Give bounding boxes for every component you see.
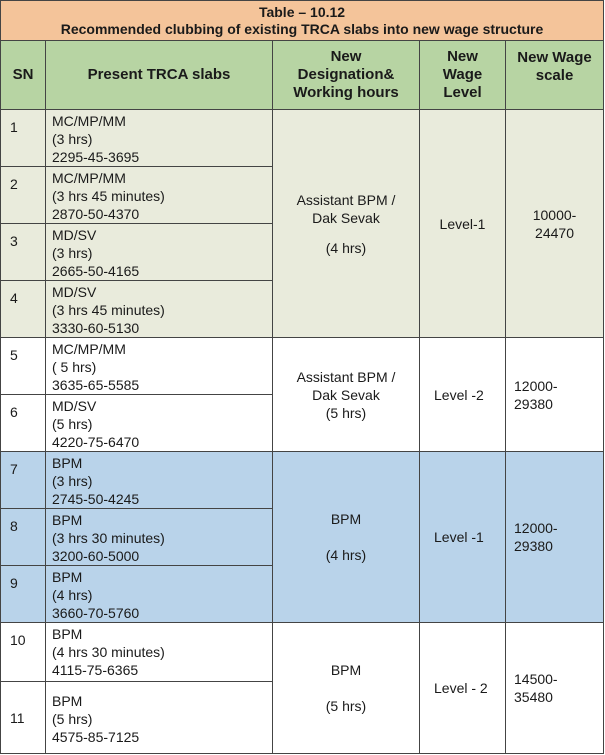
slab-line: MC/MP/MM [52, 170, 126, 186]
designation-line: BPM [330, 511, 362, 527]
row-slab [46, 395, 273, 452]
designation-line: Dak Sevak [312, 386, 380, 403]
scale-line: 29380 [514, 395, 553, 412]
row-slab [46, 110, 273, 167]
slab-line: (3 hrs) [52, 473, 93, 489]
row-sn: 7 [1, 452, 46, 509]
row-slab [46, 623, 273, 682]
designation-line: Dak Sevak [312, 209, 380, 226]
slab-line: MD/SV [52, 398, 97, 414]
header-level-line: Wage [442, 66, 483, 83]
scale-line: 14500- [514, 671, 558, 687]
slab-line: 4220-75-6470 [52, 434, 140, 450]
row-sn: 9 [1, 566, 46, 623]
group-level: Level -2 [420, 338, 506, 452]
header-row [1, 41, 604, 110]
slab-line: (3 hrs 45 minutes) [52, 302, 165, 318]
slab-line: (4 hrs 30 minutes) [52, 644, 165, 660]
table-row [1, 338, 604, 395]
slab-line: (5 hrs) [52, 710, 93, 727]
row-slab [46, 566, 273, 623]
slab-line: 4575-85-7125 [52, 728, 140, 745]
row-sn: 5 [1, 338, 46, 395]
designation-hours: (4 hrs) [325, 547, 367, 563]
slab-line: 3200-60-5000 [52, 548, 140, 564]
slab-line: 3330-60-5130 [52, 320, 140, 336]
slab-line: MC/MP/MM [52, 113, 126, 129]
scale-line: 35480 [514, 689, 553, 705]
slab-line: 2295-45-3695 [52, 149, 140, 165]
table-row [1, 110, 604, 167]
designation-hours: (4 hrs) [325, 239, 367, 256]
row-slab [46, 509, 273, 566]
group-designation [273, 110, 420, 338]
slab-line: BPM [52, 692, 83, 709]
row-slab [46, 167, 273, 224]
row-sn: 8 [1, 509, 46, 566]
header-level [420, 41, 506, 110]
group-level: Level - 2 [420, 623, 506, 754]
header-sn: SN [1, 41, 46, 110]
slab-line: MC/MP/MM [52, 341, 126, 357]
header-level-line: Level [443, 84, 482, 101]
slab-line: 2870-50-4370 [52, 206, 140, 222]
header-designation-line: Designation& [297, 66, 395, 83]
row-slab [46, 452, 273, 509]
designation-line: Assistant BPM / [296, 191, 396, 208]
group-designation [273, 338, 420, 452]
group-designation [273, 452, 420, 623]
table-title [1, 1, 604, 41]
row-sn: 1 [1, 110, 46, 167]
table-caption: Recommended clubbing of existing TRCA slabs into new wage structure [60, 21, 544, 37]
slab-line: BPM [52, 626, 83, 642]
scale-line: 29380 [514, 538, 553, 554]
header-level-line: New [447, 48, 478, 65]
row-slab [46, 224, 273, 281]
table-number: Table – 10.12 [258, 4, 346, 20]
row-sn: 11 [1, 682, 46, 754]
slab-line: (3 hrs 30 minutes) [52, 530, 165, 546]
table-row [1, 623, 604, 682]
header-designation-line: New [330, 48, 362, 65]
group-scale [506, 338, 604, 452]
slab-line: 2665-50-4165 [52, 263, 140, 279]
table-row [1, 452, 604, 509]
slab-line: BPM [52, 512, 83, 528]
designation-hours: (5 hrs) [325, 698, 367, 714]
row-sn: 3 [1, 224, 46, 281]
row-sn: 10 [1, 623, 46, 682]
header-scale-line: scale [535, 67, 574, 84]
scale-line: 10000- [532, 206, 577, 223]
row-sn: 6 [1, 395, 46, 452]
header-present-slabs: Present TRCA slabs [46, 41, 273, 110]
row-slab [46, 338, 273, 395]
group-level: Level -1 [420, 452, 506, 623]
header-scale-line: New Wage [517, 49, 592, 66]
row-sn: 2 [1, 167, 46, 224]
designation-hours: (5 hrs) [325, 404, 367, 421]
group-level: Level-1 [420, 110, 506, 338]
group-designation [273, 623, 420, 754]
slab-line: BPM [52, 455, 83, 471]
row-slab [46, 682, 273, 754]
slab-line: 3660-70-5760 [52, 605, 140, 621]
slab-line: (3 hrs) [52, 131, 93, 147]
group-scale [506, 452, 604, 623]
header-designation-line: Working hours [293, 84, 399, 101]
designation-line: BPM [330, 662, 362, 678]
slab-line: (4 hrs) [52, 587, 93, 603]
scale-line: 12000- [514, 520, 558, 536]
slab-line: (3 hrs 45 minutes) [52, 188, 165, 204]
row-slab [46, 281, 273, 338]
slab-line: 3635-65-5585 [52, 377, 140, 393]
slab-line: BPM [52, 569, 83, 585]
slab-line: MD/SV [52, 227, 97, 243]
header-scale [506, 41, 604, 110]
scale-line: 24470 [535, 224, 574, 241]
slab-line: (5 hrs) [52, 416, 93, 432]
group-scale [506, 110, 604, 338]
slab-line: 4115-75-6365 [52, 662, 139, 678]
slab-line: (3 hrs) [52, 245, 93, 261]
slab-line: 2745-50-4245 [52, 491, 140, 507]
row-sn: 4 [1, 281, 46, 338]
group-scale [506, 623, 604, 754]
header-designation [273, 41, 420, 110]
scale-line: 12000- [514, 377, 558, 394]
slab-line: ( 5 hrs) [52, 359, 97, 375]
designation-line: Assistant BPM / [296, 368, 396, 385]
slab-line: MD/SV [52, 284, 97, 300]
